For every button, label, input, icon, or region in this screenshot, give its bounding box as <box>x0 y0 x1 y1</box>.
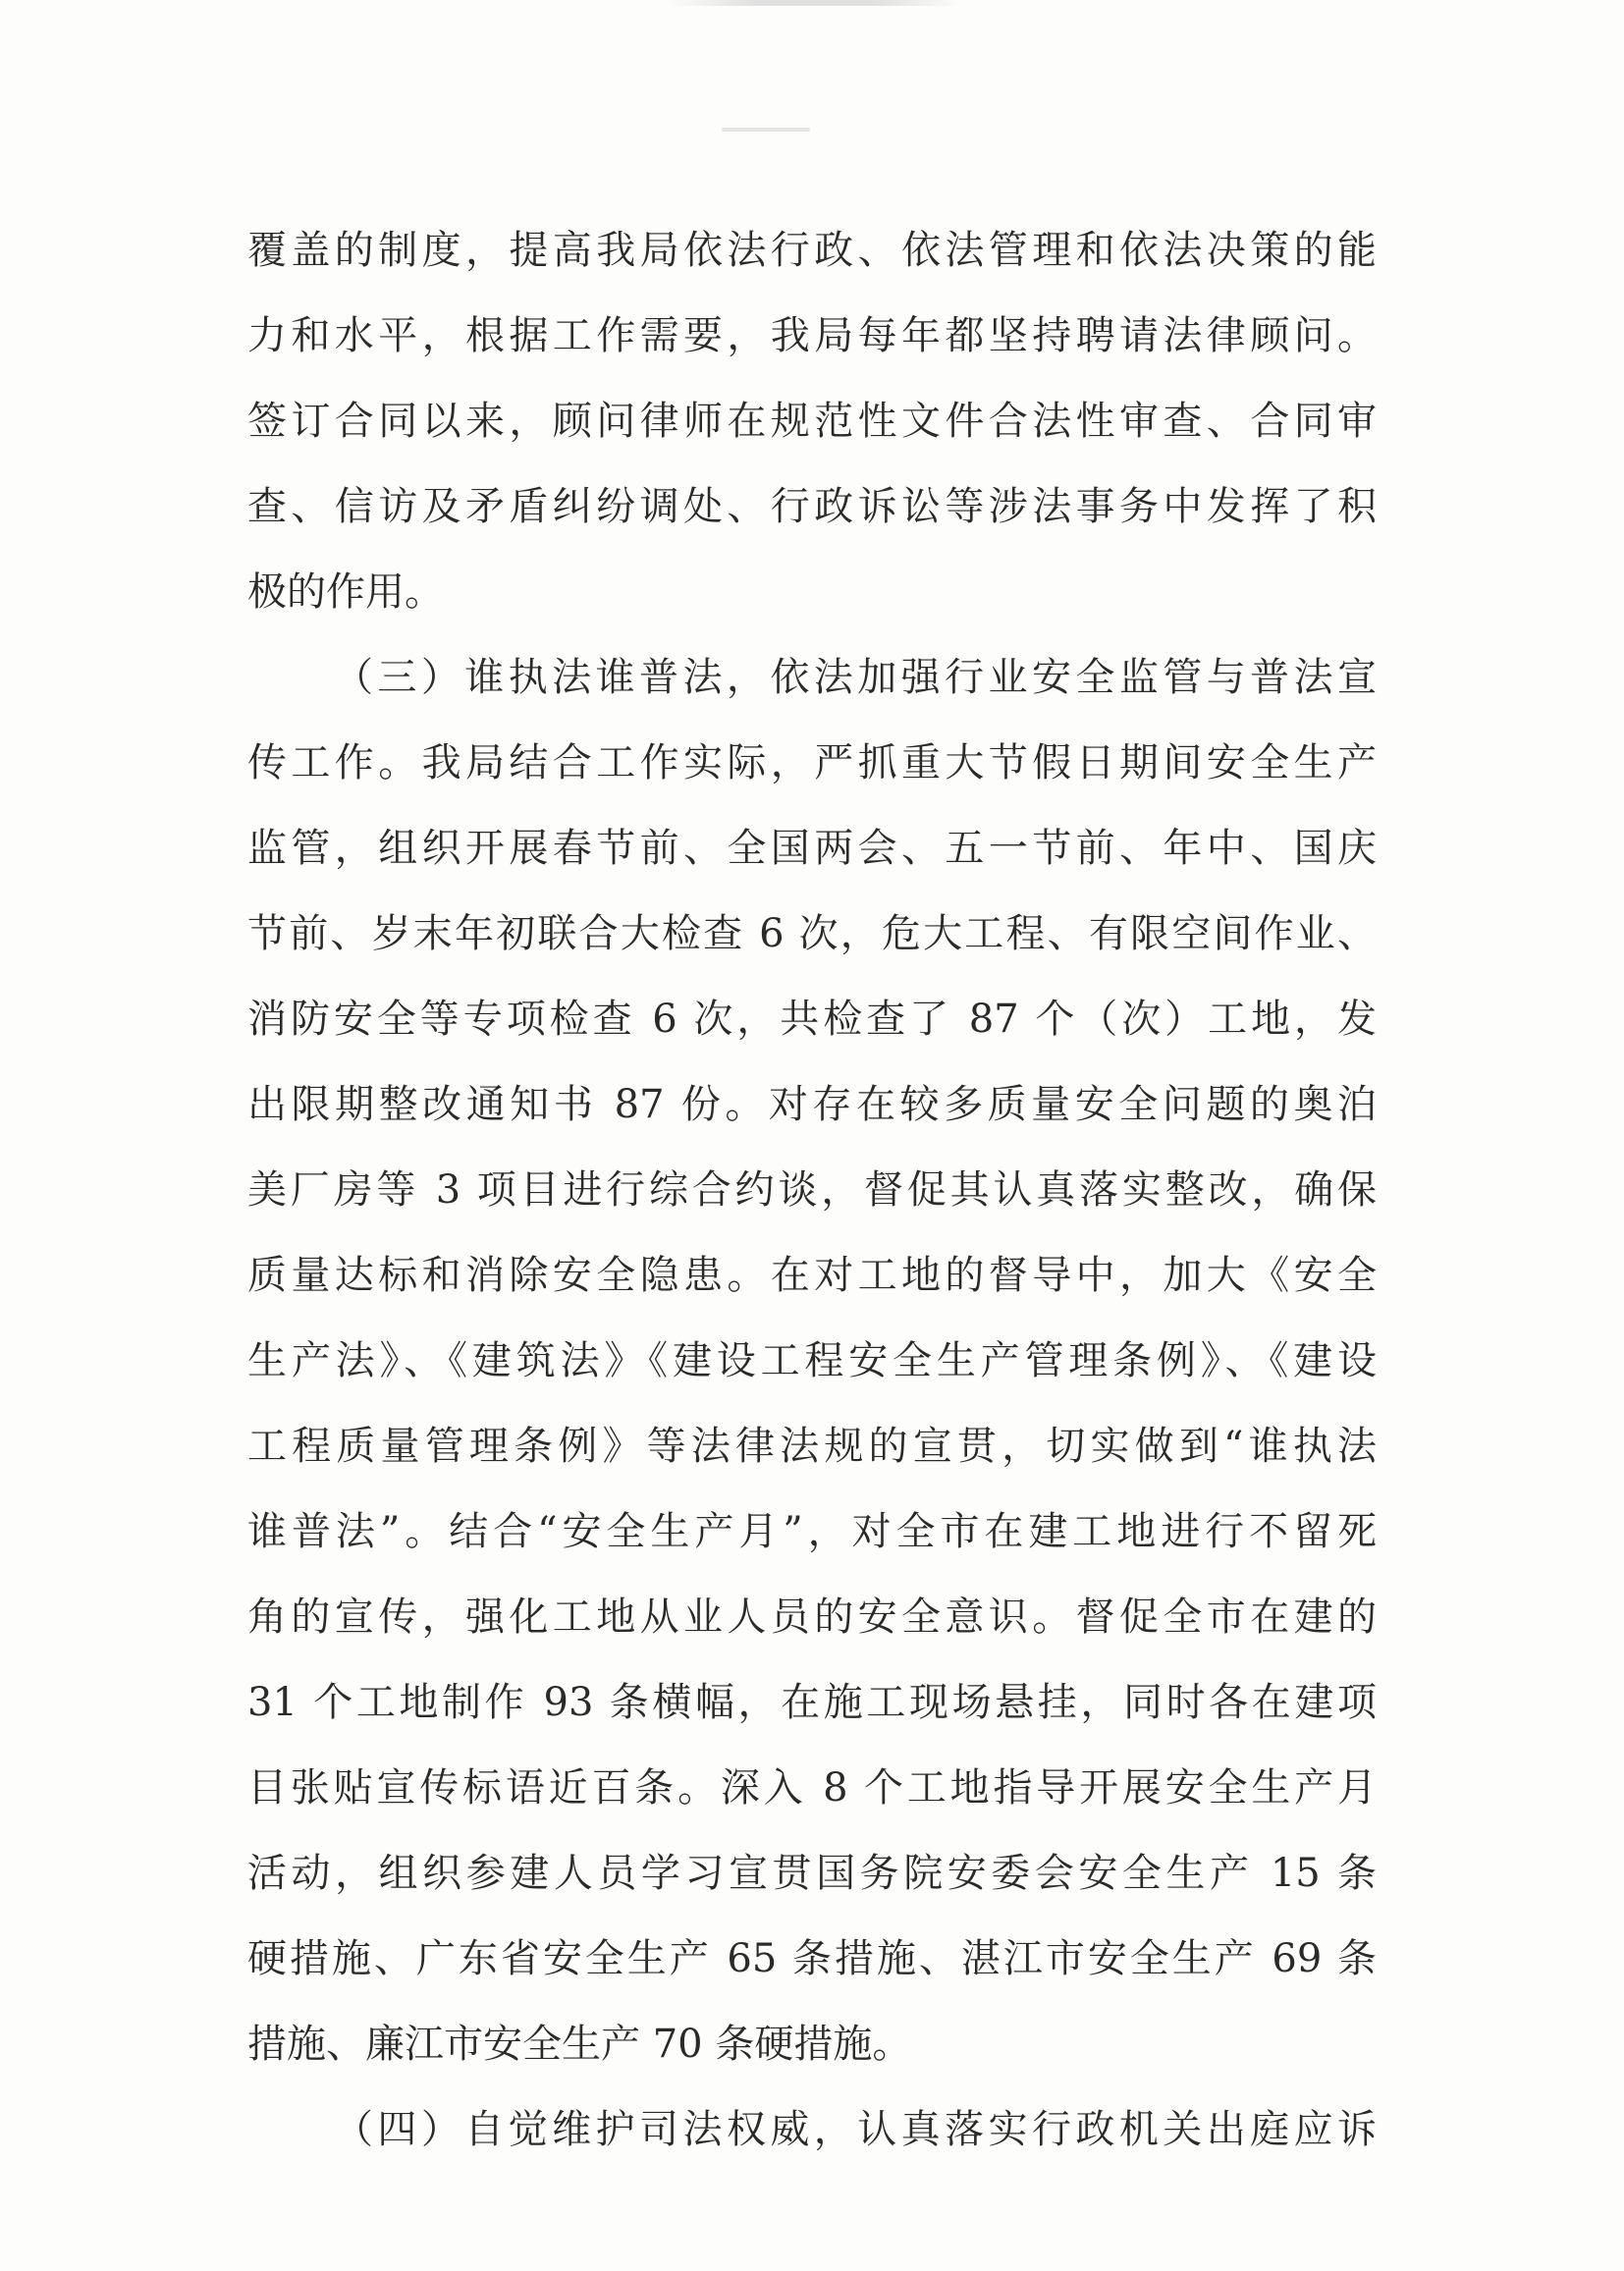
text-line: 质量达标和消除安全隐患。在对工地的督导中，加大《安全 <box>247 1253 1377 1298</box>
text-line: 硬措施、广东省安全生产 65 条措施、湛江市安全生产 69 条 <box>247 1936 1377 1981</box>
text-line: 角的宣传，强化工地从业人员的安全意识。督促全市在建的 <box>247 1595 1377 1640</box>
section-heading-four: （四）自觉维护司法权威，认真落实行政机关出庭应诉 <box>334 2107 1377 2152</box>
text-line: 监管，组织开展春节前、全国两会、五一节前、年中、国庆 <box>247 826 1377 871</box>
text-line: 措施、廉江市安全生产 70 条硬措施。 <box>247 2022 912 2067</box>
text-line: 出限期整改通知书 87 份。对存在较多质量安全问题的奥泊 <box>247 1082 1377 1127</box>
section-heading-three: （三）谁执法谁普法，依法加强行业安全监管与普法宣 <box>334 655 1377 700</box>
scan-artifact-header <box>722 128 810 132</box>
text-line: 活动，组织参建人员学习宣贯国务院安委会安全生产 15 条 <box>247 1851 1377 1896</box>
body-text <box>247 208 1377 2173</box>
text-line: 生产法》、《建筑法》《建设工程安全生产管理条例》、《建设 <box>247 1338 1377 1383</box>
text-line: 力和水平，根据工作需要，我局每年都坚持聘请法律顾问。 <box>247 313 1377 358</box>
text-line: 极的作用。 <box>247 569 444 615</box>
text-line: 节前、岁末年初联合大检查 6 次，危大工程、有限空间作业、 <box>247 911 1377 956</box>
text-line: 查、信访及矛盾纠纷调处、行政诉讼等涉法事务中发挥了积 <box>247 484 1377 529</box>
text-line: 签订合同以来，顾问律师在规范性文件合法性审查、合同审 <box>247 399 1377 444</box>
text-line: 目张贴宣传标语近百条。深入 8 个工地指导开展安全生产月 <box>247 1765 1377 1811</box>
text-line: 覆盖的制度，提高我局依法行政、依法管理和依法决策的能 <box>247 228 1377 273</box>
text-line: 美厂房等 3 项目进行综合约谈，督促其认真落实整改，确保 <box>247 1167 1377 1213</box>
text-line: 谁普法”。结合“安全生产月”，对全市在建工地进行不留死 <box>247 1509 1377 1554</box>
text-line: 31 个工地制作 93 条横幅，在施工现场悬挂，同时各在建项 <box>247 1680 1377 1725</box>
scan-artifact-top <box>668 0 962 6</box>
text-line: 传工作。我局结合工作实际，严抓重大节假日期间安全生产 <box>247 740 1377 785</box>
text-line: 消防安全等专项检查 6 次，共检查了 87 个（次）工地，发 <box>247 997 1377 1042</box>
text-line: 工程质量管理条例》等法律法规的宣贯，切实做到“谁执法 <box>247 1424 1377 1469</box>
